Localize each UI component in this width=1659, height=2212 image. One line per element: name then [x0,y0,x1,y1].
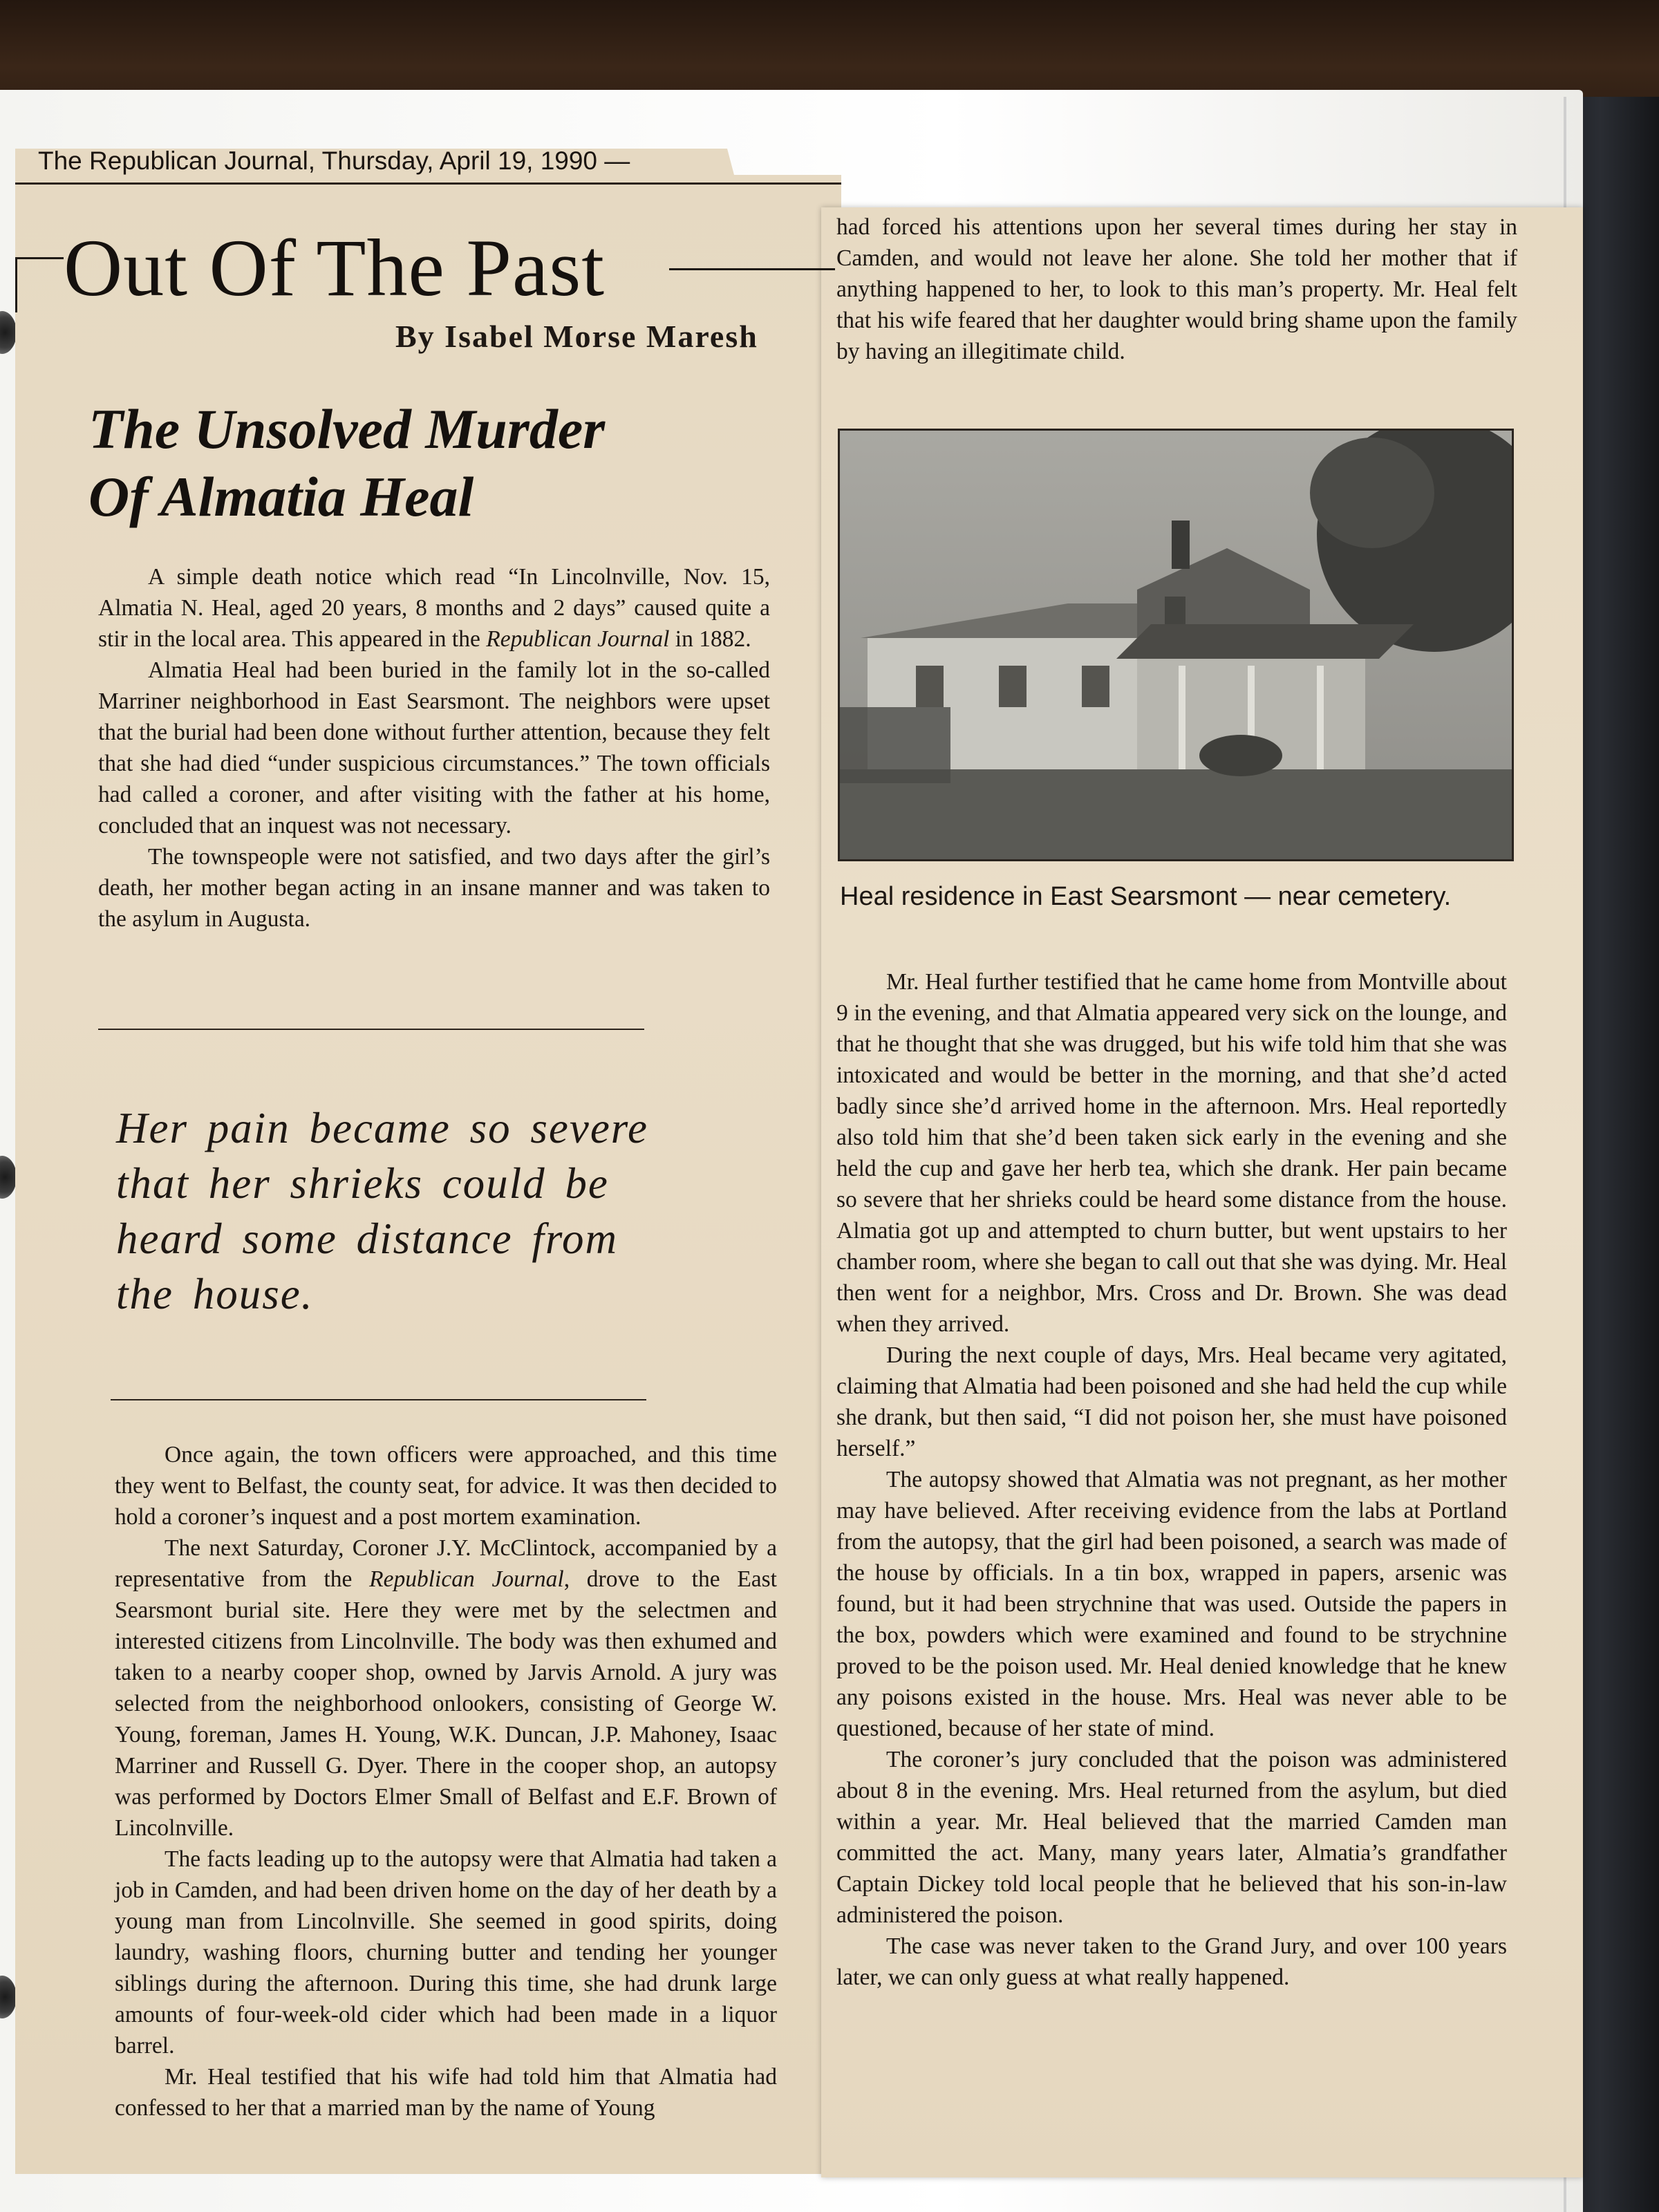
title-rule-right [669,268,835,270]
article-column-1-top [98,561,770,935]
paragraph-2: Almatia Heal had been buried in the family lot in the so-called Marriner neighborhood in East Searsmont. The neighbors were upset that the burial had been done without further attention, because they felt that she had died “under suspicious circumstances.” The town officials had called a coroner, and after visiting with the father at his home, concluded that an inquest was not necessary. [98,657,770,838]
paragraph-7: Mr. Heal testified that his wife had told him that Almatia had confessed to her that a married man by the name of Young [115,2064,777,2121]
paragraph-5: The next Saturday, Coroner J.Y. McClintock, accompanied by a representative from the Republican Journal, drove to the East Searsmont burial site. Here they were met by the selectmen and interested citizens from Lincolnville. The body was then exhumed and taken to a nearby cooper shop, owned by Jarvis Arnold. A jury was selected from the neighborhood onlookers, consisting of George W. Young, foreman, James H. Young, W.K. Duncan, J.P. Mahoney, Isaac Marriner and Russell G. Dyer. There in the cooper shop, an autopsy was performed by Doctors Elmer Small of Belfast and E.F. Brown of Lincolnville. [115,1535,777,1841]
paragraph-6: The facts leading up to the autopsy were that Almatia had taken a job in Camden, and had been driven home on the day of her death by a young man from Lincolnville. She seemed in good spirits, doing laundry, washing floors, churning butter and tending her younger siblings during the afternoon. During this time, she had drunk large amounts of four-week-old cider which had been made in a liquor barrel. [115,1846,777,2059]
paragraph-4: Once again, the town officers were approached, and this time they went to Belfast, the county seat, for advice. It was then decided to hold a coroner’s inquest and a post mortem examination. [115,1442,777,1530]
paragraph-13: The case was never taken to the Grand Jury, and over 100 years later, we can only guess at what really happened. [836,1933,1507,1990]
title-rule-left [15,257,64,259]
article-column-2-top [836,212,1517,367]
article-column-1-bottom [115,1439,777,2124]
masthead: The Republican Journal, Thursday, April 19, 1990 — [38,147,630,175]
pull-quote-rule-bottom [111,1399,646,1400]
paragraph-9: Mr. Heal further testified that he came home from Montville about 9 in the evening, and that Almatia appeared very sick on the lounge, and that he thought that she was drugged, but his wife told him that she was intoxicated and would be better in the morning, and that she’d acted badly since she’d arrived home in the afternoon. Mrs. Heal reportedly also told him that she’d been taken sick early in the evening and she held the cup and gave her herb tea, which she drank. Her pain became so severe that her shrieks could be heard some distance from the house. Almatia got up and attempted to churn butter, but went upstairs to her chamber room, where she began to call out that she was dying. Mr. Heal then went for a neighbor, Mrs. Cross and Dr. Brown. She was dead when they arrived. [836,969,1507,1337]
photo-caption: Heal residence in East Searsmont — near cemetery. [840,882,1452,911]
paragraph-11: The autopsy showed that Almatia was not pregnant, as her mother may have believed. After receiving evidence from the labs at Portland from the autopsy, that the girl had been poisoned, a search was made of the house by officials. In a tin box, wrapped in papers, arsenic was found, but it had been strychnine that was used. Outside the papers in the box, powders which were examined and found to be strychnine proved to be the poison used. Mr. Heal denied knowledge that he knew any poisons existed in the house. Mrs. Heal was never able to be questioned, because of her state of mind. [836,1467,1507,1741]
paragraph-10: During the next couple of days, Mrs. Heal became very agitated, claiming that Almatia had been poisoned and she had held the cup while she drank, but then said, “I did not poison her, she must have poisoned herself.” [836,1342,1507,1461]
column-title: Out Of The Past [64,223,606,313]
masthead-rule [15,182,841,185]
pull-quote: Her pain became so severe that her shrieks could be heard some distance from the house. [116,1104,648,1318]
headline [88,395,794,531]
house-photo [838,429,1514,861]
paragraph-8: had forced his attentions upon her several times during her stay in Camden, and would not leave her alone. She told her mother that if anything happened to her, to look to this man’s property. Mr. Heal felt that his wife feared that her daughter would bring shame upon the family by having an illegitimate child. [836,214,1517,364]
headline-line-2: Of Almatia Heal [88,465,474,528]
pull-quote-rule-top [98,1029,644,1030]
paragraph-1: A simple death notice which read “In Lincolnville, Nov. 15, Almatia N. Heal, aged 20 years, 8 months and 2 days” caused quite a stir in the local area. This appeared in the Republican Journal in 1882. [98,564,770,652]
title-frame-corner [15,257,17,312]
headline-line-1: The Unsolved Murder [88,397,606,460]
article-column-2-bottom [836,966,1507,1993]
house-illustration [840,431,1512,859]
paragraph-12: The coroner’s jury concluded that the poison was administered about 8 in the evening. Mrs. Heal returned from the asylum, but died within a year. Mr. Heal believed that the married Camden man committed the act. Many, many years later, Almatia’s grandfather Captain Dickey told local people that he believed that his son-in-law administered the poison. [836,1747,1507,1928]
byline: By Isabel Morse Maresh [395,319,758,354]
paragraph-3: The townspeople were not satisfied, and two days after the girl’s death, her mother began acting in an insane manner and was taken to the asylum in Augusta. [98,844,770,932]
